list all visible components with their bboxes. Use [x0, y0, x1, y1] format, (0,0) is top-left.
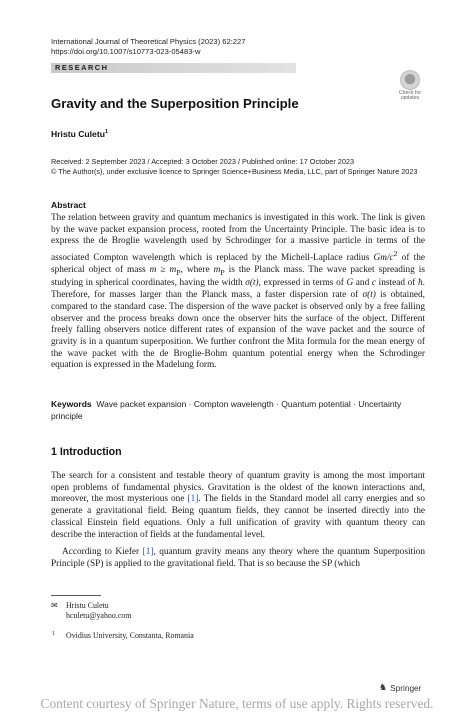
publisher-logo: ♞ Springer: [379, 682, 422, 693]
author-name[interactable]: Hristu Culetu$^1$: [51, 129, 109, 139]
doi-link[interactable]: https://doi.org/10.1007/s10773-023-05483-w: [51, 47, 201, 56]
badge-label: Check for updates: [398, 89, 422, 102]
reference-link[interactable]: [1]: [187, 494, 199, 505]
springer-horse-icon: ♞: [379, 682, 388, 692]
reference-link[interactable]: [1]: [142, 547, 154, 557]
category-label: RESEARCH: [55, 63, 109, 72]
paper-title: Gravity and the Superposition Principle: [51, 96, 299, 111]
introduction-heading: 1 Introduction: [51, 446, 122, 458]
affiliation-number: 1: [52, 631, 55, 637]
journal-citation: International Journal of Theoretical Physics (2023) 62:227: [51, 37, 246, 46]
author-email-link[interactable]: hculetu@yahoo.com: [66, 611, 132, 620]
envelope-icon: ✉: [51, 601, 58, 610]
check-updates-icon: [400, 70, 420, 90]
check-for-updates-badge[interactable]: [395, 70, 425, 102]
abstract-heading: Abstract: [51, 200, 86, 210]
affiliation: Ovidius University, Constanta, Romania: [66, 631, 194, 640]
publication-dates: Received: 2 September 2023 / Accepted: 3 October 2023 / Published online: 17 October 2023: [51, 157, 355, 166]
keywords-block: Keywords Wave packet expansion · Compton wavelength · Quantum potential · Uncertainty principle: [51, 399, 402, 421]
intro-paragraph: The search for a consistent and testable theory of quantum gravity is among the most important open problems of fundamental physics. Gravitation is the oldest of the known interactions and, moreover, the most mysterious one [1]. The fields in the Standard model all carry energies and so generate a gravitational field. Being quantum fields, they cannot be inserted directly into the classical Einstein field equations. Only a full unification of gravity with quantum theory can describe the interaction of fields at the fundamental level.: [51, 471, 425, 540]
courtesy-watermark: Content courtesy of Springer Nature, terms of use apply. Rights reserved.: [40, 696, 434, 711]
footnote-divider: [51, 595, 101, 596]
intro-paragraph: According to Kiefer [1], quantum gravity means any theory where the quantum Superposition Principle (SP) is applied to the gravitational field. That is so because the SP (which: [51, 547, 425, 569]
copyright-line: © The Author(s), under exclusive licence to Springer Science+Business Media, LLC, part of Springer Nature 2023: [51, 167, 418, 176]
abstract-text: The relation between gravity and quantum mechanics is investigated in this work. The link is given by the wave packet expansion process, rooted from the Uncertainty Principle. The basic idea is to express the de Broglie wavelength used by Schrodinger for a massive particle in terms of the associated Compton wavelength which is replaced by the Michell-Laplace radius $Gm/c^2$ of the spherical object of mass $m \ge m_P$, where $m_P$ is the Planck mass. The wave packet spreading is studying in spherical coordinates, having the width σ(t), expressed in terms of G and c instead of ħ. Therefore, for masses larger than the Planck mass, a faster dispersion rate of σ(t) is obtained, compared to the standard case. The dispersion of the wave packet is observed only by a free falling observer and the process breaks down once the observer hits the surface of the object. Different freely falling observers notice different rates of expansion of the wave packet and the source of gravity is in a quantum superposition. We further confront the Mita formula for the mean energy of the wave packet with the de Broglie-Bohm quantum potential energy when the Schrodinger equation is expressed in the Madelung form.: [51, 213, 426, 371]
corresponding-author: Hristu Culetu: [66, 601, 109, 610]
